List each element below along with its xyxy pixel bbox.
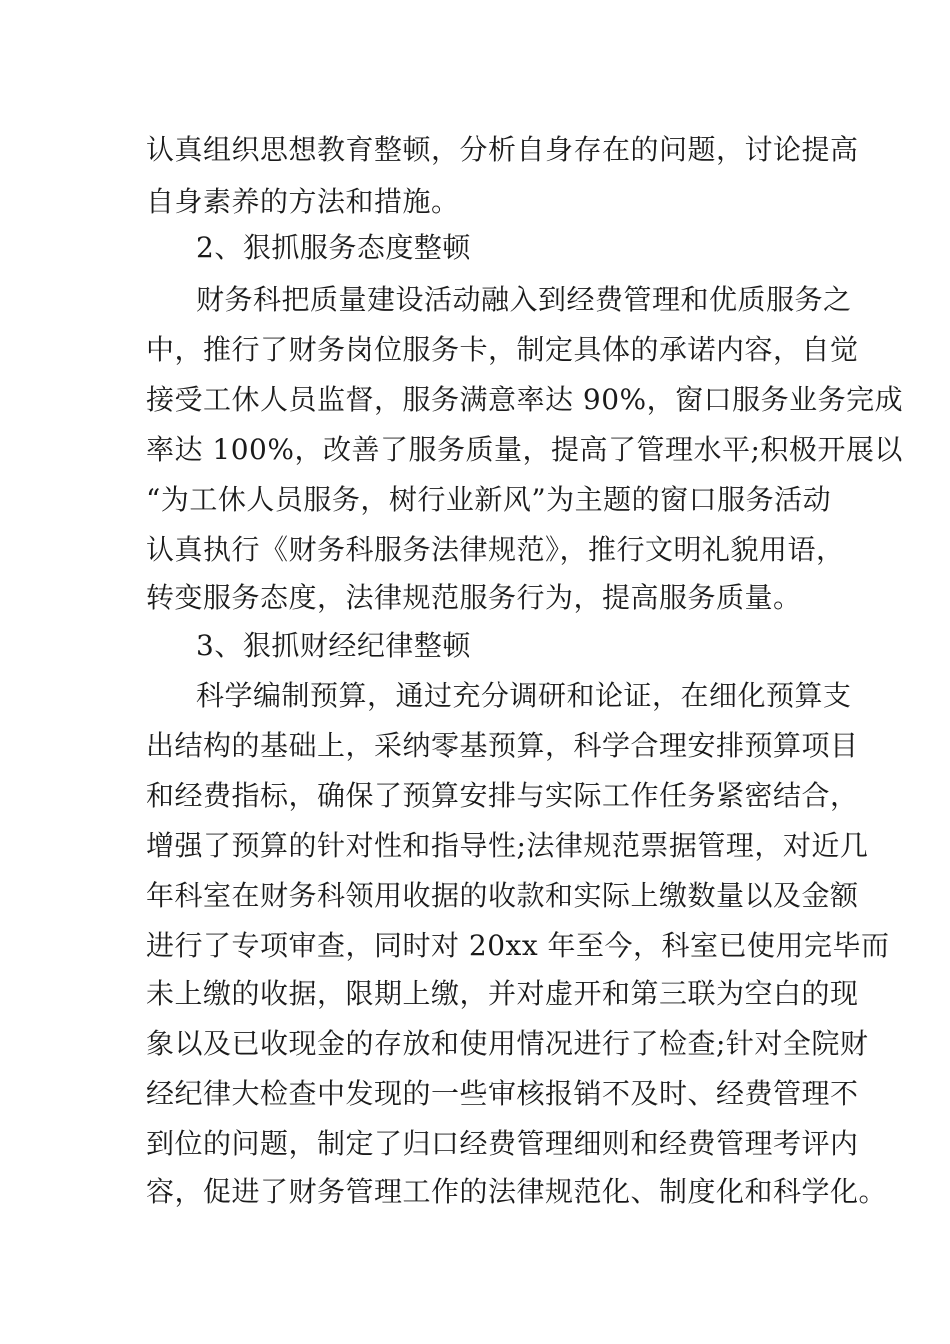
text-line: 转变服务态度，法律规范服务行为，提高服务质量。	[146, 581, 802, 614]
section-heading-3: 3、狠抓财经纪律整顿	[196, 629, 471, 662]
text-line: 经纪律大检查中发现的一些审核报销不及时、经费管理不	[146, 1077, 859, 1110]
section-heading-2: 2、狠抓服务态度整顿	[196, 231, 471, 264]
text-line: 认真组织思想教育整顿，分析自身存在的问题，讨论提高	[146, 133, 859, 166]
text-line: 到位的问题，制定了归口经费管理细则和经费管理考评内	[146, 1127, 859, 1160]
text-line: 科学编制预算，通过充分调研和论证，在细化预算支	[196, 679, 852, 712]
text-line: 年科室在财务科领用收据的收款和实际上缴数量以及金额	[146, 879, 859, 912]
text-line: 财务科把质量建设活动融入到经费管理和优质服务之	[196, 283, 852, 316]
text-line: 和经费指标，确保了预算安排与实际工作任务紧密结合，	[146, 779, 859, 812]
text-line: 进行了专项审查，同时对 20xx 年至今，科室已使用完毕而	[146, 929, 890, 962]
text-line: 未上缴的收据，限期上缴，并对虚开和第三联为空白的现	[146, 977, 859, 1010]
text-line: 认真执行《财务科服务法律规范》，推行文明礼貌用语，	[146, 533, 845, 566]
text-line: 增强了预算的针对性和指导性;法律规范票据管理，对近几	[146, 829, 869, 862]
text-line: 自身素养的方法和措施。	[146, 185, 460, 218]
text-line: 接受工休人员监督，服务满意率达 90%，窗口服务业务完成	[146, 383, 904, 416]
text-line: 容，促进了财务管理工作的法律规范化、制度化和科学化。	[146, 1175, 888, 1208]
text-line: “为工休人员服务，树行业新风”为主题的窗口服务活动	[146, 483, 832, 516]
text-line: 出结构的基础上，采纳零基预算，科学合理安排预算项目	[146, 729, 859, 762]
text-line: 象以及已收现金的存放和使用情况进行了检查;针对全院财	[146, 1027, 869, 1060]
text-line: 中，推行了财务岗位服务卡，制定具体的承诺内容，自觉	[146, 333, 859, 366]
text-line: 率达 100%，改善了服务质量，提高了管理水平;积极开展以	[146, 433, 903, 466]
